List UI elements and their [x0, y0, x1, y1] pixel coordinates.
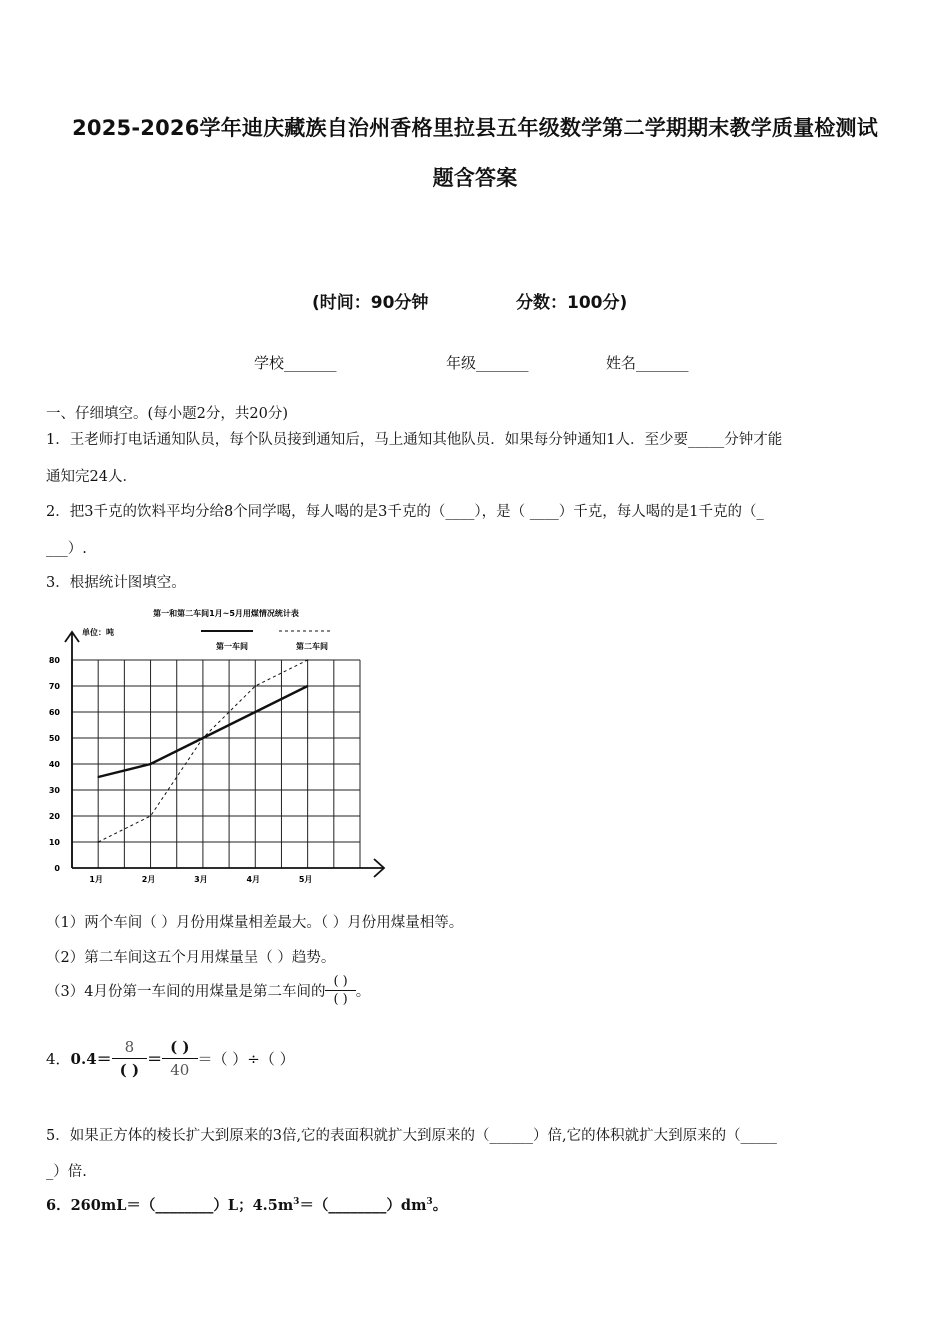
- data-point: [254, 685, 256, 687]
- q4-fraction-2: [162, 1036, 197, 1081]
- q4-frac2-num: ( ): [162, 1036, 197, 1059]
- exam-time: (时间：90分钟: [312, 293, 429, 313]
- q4-frac1-den: ( ): [119, 1061, 140, 1079]
- q3-sub1: （1）两个车间（ ）月份用煤量相差最大。（ ）月份用煤量相等。: [46, 915, 464, 931]
- q4-frac2-den: 40: [170, 1061, 190, 1079]
- page-title-line1: 2025-2026学年迪庆藏族自治州香格里拉县五年级数学第二学期期末教学质量检测试: [72, 116, 878, 140]
- data-point: [307, 685, 309, 687]
- x-tick-label: 1月: [89, 875, 103, 884]
- q6-sup2: 3: [426, 1197, 433, 1208]
- q4-prefix: 4．: [46, 1050, 71, 1068]
- q6-sup: 3: [293, 1197, 300, 1208]
- data-point: [150, 815, 152, 817]
- q4-fraction-1: [112, 1036, 147, 1081]
- q1-line1: 1．王老师打电话通知队员，每个队员接到通知后，马上通知其他队员．如果每分钟通知1人．至少要_____分钟才能: [46, 432, 783, 448]
- section-heading: 一、仔细填空。(每小题2分，共20分): [46, 406, 288, 422]
- q5-line1: 5．如果正方体的棱长扩大到原来的3倍,它的表面积就扩大到原来的（______）倍,它的体积就扩大到原来的（_____: [46, 1128, 777, 1144]
- page-title-line2: 题含答案: [432, 166, 518, 190]
- x-tick-label: 2月: [141, 875, 156, 884]
- q4: [46, 1036, 295, 1081]
- q3-sub3-end: 。: [355, 984, 371, 1000]
- school-field: 学校_______: [254, 354, 337, 372]
- y-tick-label: 80: [48, 656, 60, 665]
- y-tick-label: 10: [48, 838, 60, 847]
- q6-text: 6．260mL＝（________）L；4.5m: [46, 1197, 294, 1214]
- exam-score: 分数：100分): [516, 293, 628, 313]
- q3-sub3-text: （3）4月份第一车间的用煤量是第二车间的: [46, 984, 326, 1000]
- x-tick-label: 3月: [194, 875, 208, 884]
- q3-sub3: [46, 973, 370, 1008]
- data-point: [150, 763, 152, 765]
- x-tick-label: 4月: [246, 875, 261, 884]
- name-field: 姓名_______: [606, 354, 689, 372]
- y-tick-label: 60: [48, 708, 60, 717]
- q2-line2: ___）.: [46, 541, 87, 557]
- coal-usage-chart: [46, 600, 396, 900]
- chart-title: 第一和第二车间1月~5月用煤情况统计表: [153, 609, 299, 618]
- chart-unit-label: 单位：吨: [82, 628, 114, 637]
- q3-fraction: [325, 973, 355, 1008]
- q4-tail: ＝（ ）÷（ ）: [197, 1050, 295, 1068]
- y-tick-label: 0: [54, 864, 60, 873]
- y-tick-label: 40: [48, 760, 60, 769]
- grade-field: 年级_______: [446, 354, 529, 372]
- legend-label-workshop-1: 第一车间: [216, 642, 248, 651]
- q3-sub2: （2）第二车间这五个月用煤量呈（ ）趋势。: [46, 950, 336, 966]
- data-point: [202, 737, 204, 739]
- data-point: [307, 659, 309, 661]
- q3-intro: 3．根据统计图填空。: [46, 575, 186, 591]
- y-tick-label: 50: [48, 734, 60, 743]
- q3-fraction-den: ( ): [333, 992, 348, 1007]
- q4-frac1-num: 8: [112, 1036, 147, 1059]
- q4-equals: ＝: [147, 1050, 163, 1068]
- y-tick-label: 20: [48, 812, 60, 821]
- q5-line2: _）倍.: [46, 1164, 87, 1180]
- q6-text2: ＝（________）dm: [299, 1197, 427, 1214]
- y-tick-label: 30: [48, 786, 60, 795]
- q6-end: 。: [432, 1197, 448, 1214]
- data-point: [254, 711, 256, 713]
- data-point: [97, 841, 99, 843]
- q4-lhs: 0.4＝: [70, 1050, 112, 1068]
- q1-line2: 通知完24人．: [46, 469, 137, 485]
- y-tick-label: 70: [48, 682, 60, 691]
- q2-line1: 2．把3千克的饮料平均分给8个同学喝，每人喝的是3千克的（____），是（ ____）千克，每人喝的是1千克的（_: [46, 504, 764, 520]
- q6: [46, 1194, 447, 1215]
- q3-fraction-num: ( ): [325, 973, 355, 991]
- data-point: [97, 776, 99, 778]
- x-tick-label: 5月: [298, 875, 313, 884]
- legend-label-workshop-2: 第二车间: [296, 642, 328, 651]
